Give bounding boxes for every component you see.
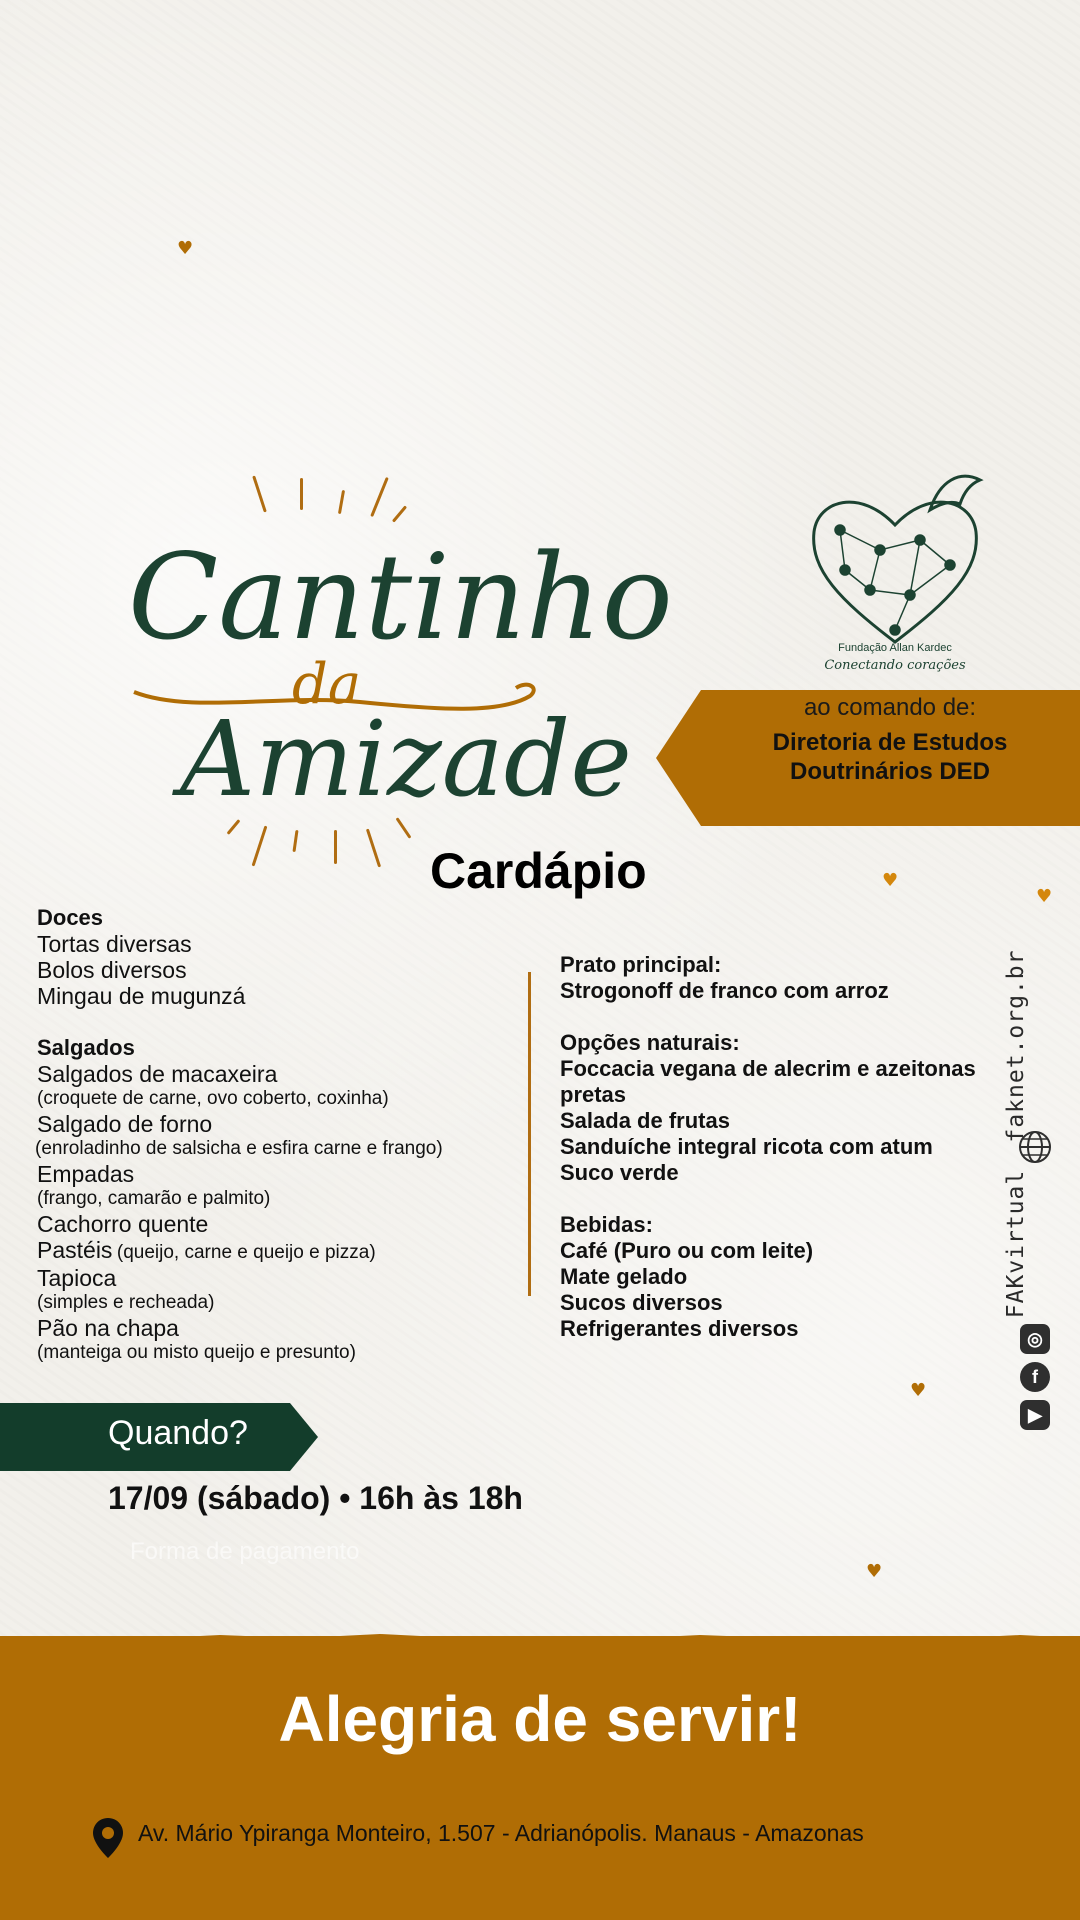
menu-item: Pão na chapa bbox=[37, 1315, 179, 1341]
menu-item: Tortas diversas bbox=[37, 931, 192, 957]
menu-item: Café (Puro ou com leite) bbox=[560, 1238, 814, 1263]
menu-item: Suco verde bbox=[560, 1160, 679, 1185]
menu-item: Salada de frutas bbox=[560, 1108, 730, 1133]
organization-tagline: Conectando corações bbox=[824, 658, 966, 673]
directorate-name bbox=[700, 728, 1080, 786]
slogan: Alegria de servir! bbox=[278, 1683, 802, 1755]
menu-item: Salgados de macaxeira bbox=[37, 1061, 278, 1087]
menu-item: Mate gelado bbox=[560, 1264, 688, 1289]
location-pin-icon bbox=[90, 1816, 126, 1860]
menu-title: Cardápio bbox=[430, 843, 647, 899]
menu-item: Tapioca bbox=[37, 1265, 117, 1291]
menu-item-note: (enroladinho de salsicha e esfira carne e frango) bbox=[35, 1138, 443, 1159]
address: Av. Mário Ypiranga Monteiro, 1.507 - Adrianópolis. Manaus - Amazonas bbox=[138, 1820, 864, 1846]
salgados-heading: Salgados bbox=[37, 1035, 135, 1060]
faded-payment-text: Forma de pagamento bbox=[130, 1538, 360, 1565]
bebidas-heading: Bebidas: bbox=[560, 1212, 653, 1237]
youtube-icon[interactable]: ▶ bbox=[1020, 1400, 1050, 1430]
instagram-icon[interactable]: ◎ bbox=[1020, 1324, 1050, 1354]
heart-icon: ♥ bbox=[866, 1561, 883, 1582]
directorate-text: Diretoria de Estudos Doutrinários DED bbox=[772, 729, 1008, 785]
menu-item: Sucos diversos bbox=[560, 1290, 723, 1315]
facebook-icon[interactable]: f bbox=[1020, 1362, 1050, 1392]
menu-item: Cachorro quente bbox=[37, 1211, 209, 1237]
menu-item-note: (frango, camarão e palmito) bbox=[37, 1188, 271, 1209]
naturais-heading: Opções naturais: bbox=[560, 1030, 740, 1055]
menu-item: Refrigerantes diversos bbox=[560, 1316, 799, 1341]
heart-icon: ♥ bbox=[177, 238, 194, 259]
event-title-line1: Cantinho bbox=[128, 528, 673, 666]
social-handle-text bbox=[1003, 1170, 1029, 1318]
menu-left-column bbox=[37, 905, 537, 1365]
event-date: 17/09 (sábado) • 16h às 18h bbox=[108, 1480, 523, 1516]
heart-icon: ♥ bbox=[910, 1380, 927, 1401]
when-label: Quando? bbox=[108, 1414, 248, 1452]
menu-item: Foccacia vegana de alecrim e azeitonas pretas bbox=[560, 1056, 976, 1107]
footer-band bbox=[0, 1636, 1080, 1920]
globe-icon bbox=[1018, 1130, 1052, 1164]
menu-right-column bbox=[560, 952, 1020, 1342]
event-title-line3: Amizade bbox=[180, 698, 632, 820]
website-text bbox=[1003, 949, 1029, 1142]
menu-item-row bbox=[37, 1237, 537, 1265]
menu-item-note: (manteiga ou misto queijo e presunto) bbox=[37, 1342, 356, 1363]
sun-ray bbox=[300, 478, 303, 510]
doces-heading: Doces bbox=[37, 905, 104, 930]
menu-item: Sanduíche integral ricota com atum bbox=[560, 1134, 933, 1159]
column-divider bbox=[528, 972, 531, 1296]
heart-icon: ♥ bbox=[1036, 886, 1053, 907]
menu-item: Salgado de forno bbox=[37, 1111, 213, 1137]
menu-item-note: (queijo, carne e queijo e pizza) bbox=[116, 1242, 376, 1263]
menu-item-note: (croquete de carne, ovo coberto, coxinha) bbox=[37, 1088, 389, 1109]
menu-item: Strogonoff de franco com arroz bbox=[560, 978, 889, 1003]
command-label: ao comando de: bbox=[803, 694, 977, 721]
website-url: faknet.org.br bbox=[1003, 949, 1029, 1143]
event-title-line2: da bbox=[292, 652, 362, 717]
menu-item: Mingau de mugunzá bbox=[37, 983, 246, 1009]
heart-icon: ♥ bbox=[882, 870, 899, 891]
menu-item: Pastéis bbox=[37, 1237, 113, 1263]
menu-item-note: (simples e recheada) bbox=[37, 1292, 215, 1313]
social-handle: FAKvirtual bbox=[1003, 1169, 1029, 1319]
menu-item: Empadas bbox=[37, 1161, 135, 1187]
sun-ray bbox=[334, 830, 337, 864]
organization-name: Fundação Allan Kardec bbox=[838, 642, 952, 654]
menu-item: Bolos diversos bbox=[37, 957, 187, 983]
prato-heading: Prato principal: bbox=[560, 952, 722, 977]
